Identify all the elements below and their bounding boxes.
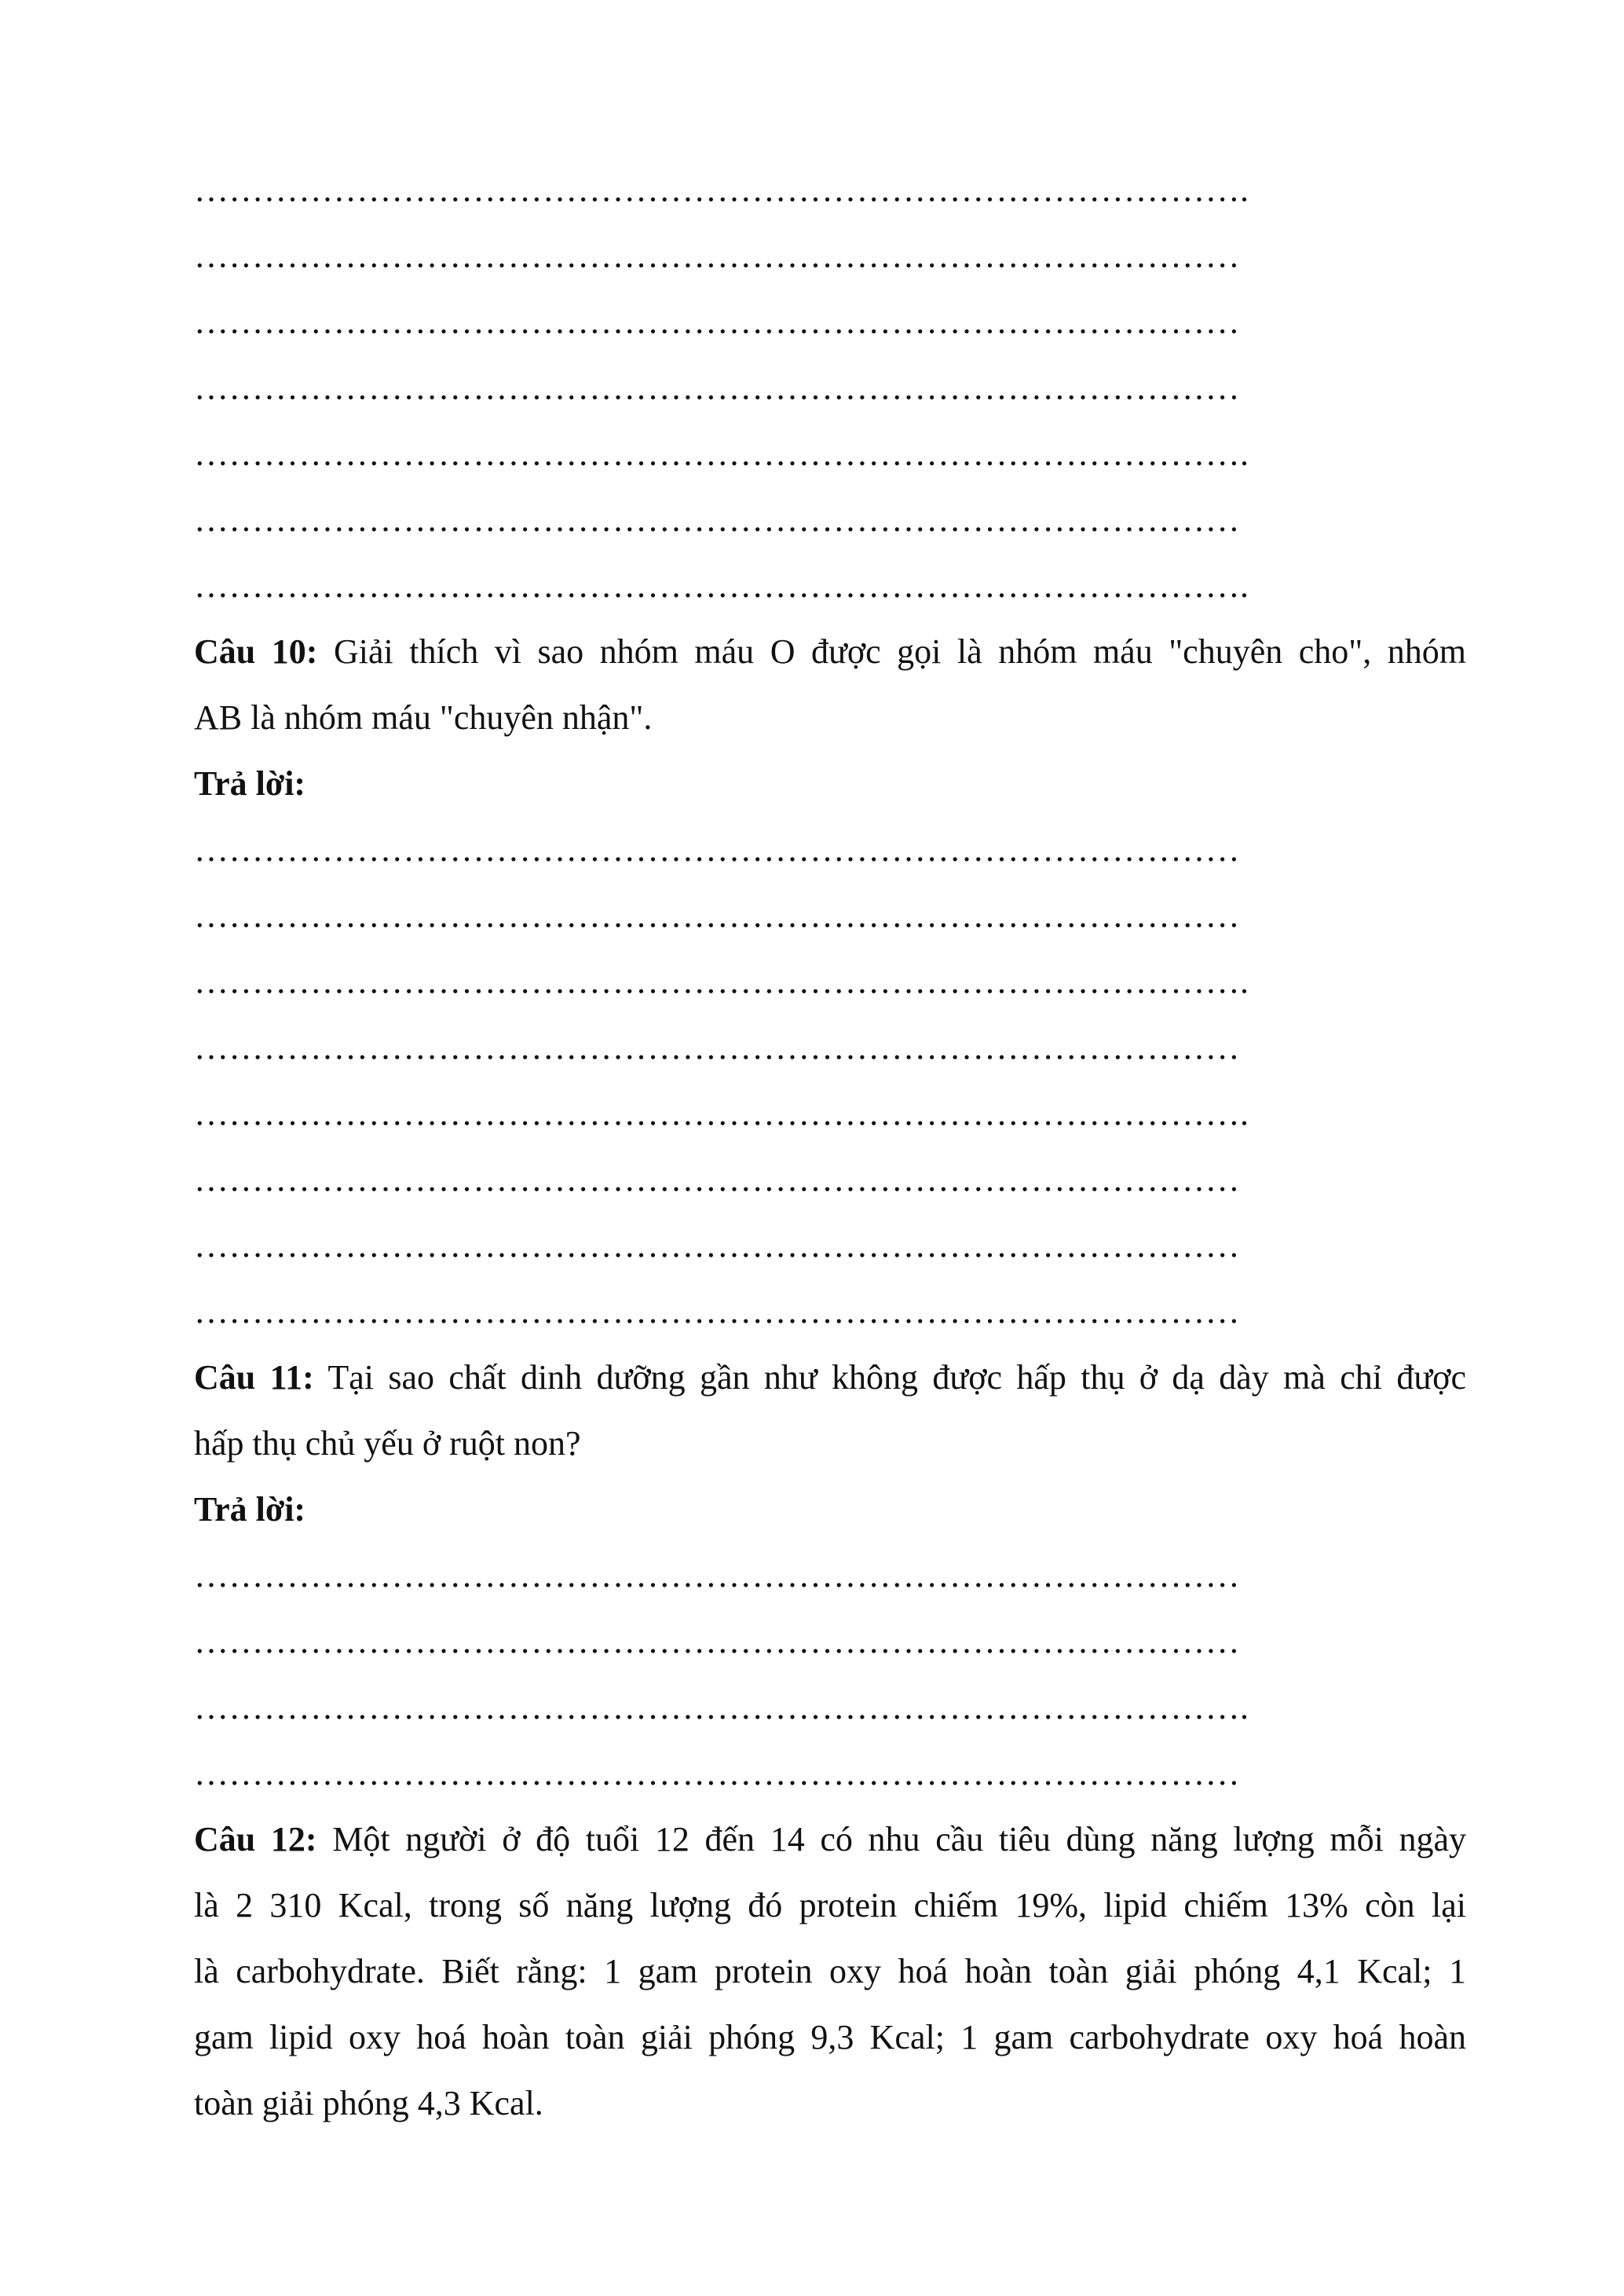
answer-line: ……………………………………………………………………………… [194, 1028, 1240, 1067]
answer-line: ……………………………………………………………………………… [194, 896, 1240, 935]
answer-line: ……………………………………………………………………………… [194, 1160, 1240, 1199]
question-text-line: Một người ở độ tuổi 12 đến 14 có nhu cầu tiêu dùng năng lượng mỗi ngày [316, 1820, 1466, 1858]
answer-line: ……………………………………………………………………………… [194, 1556, 1240, 1595]
answer-line: ……………………………………………………………………………… [194, 368, 1240, 407]
question-text [194, 1807, 1466, 1873]
question-text-line: Tại sao chất dinh dưỡng gần như không được hấp thụ ở dạ dày mà chỉ được [313, 1358, 1466, 1397]
answer-line: ……………………………………………………………………………… [194, 1292, 1240, 1331]
question-11 [194, 1345, 1466, 1807]
answer-line: ………………………………………………………………………………. [194, 1094, 1249, 1133]
answer-label: Trả lời: [194, 764, 306, 803]
question-label: Câu 10: [194, 632, 318, 671]
question-text [194, 1345, 1466, 1411]
question-label: Câu 11: [194, 1358, 314, 1397]
answer-line: ………………………………………………………………………………. [194, 566, 1249, 605]
answer-line: ………………………………………………………………………………. [194, 962, 1249, 1001]
question-text-line: là carbohydrate. Biết rằng: 1 gam protein oxy hoá hoàn toàn giải phóng 4,1 Kcal; 1 [194, 1952, 1466, 1990]
answer-line: ……………………………………………………………………………… [194, 236, 1240, 275]
answer-line: ……………………………………………………………………………… [194, 1754, 1240, 1792]
question-text-line: AB là nhóm máu "chuyên nhận". [194, 698, 653, 737]
answer-line: ……………………………………………………………………………… [194, 830, 1240, 869]
answer-label: Trả lời: [194, 1490, 306, 1529]
previous-answer-lines [194, 157, 1466, 619]
answer-line: ……………………………………………………………………………… [194, 500, 1240, 539]
answer-line: ………………………………………………………………………………. [194, 434, 1249, 473]
question-text-line: toàn giải phóng 4,3 Kcal. [194, 2084, 543, 2122]
document-page [194, 157, 1466, 2137]
answer-line: ……………………………………………………………………………… [194, 302, 1240, 341]
question-text-line: Giải thích vì sao nhóm máu O được gọi là nhóm máu "chuyên cho", nhóm [317, 632, 1466, 671]
question-text-line: gam lipid oxy hoá hoàn toàn giải phóng 9,3 Kcal; 1 gam carbohydrate oxy hoá hoàn [194, 2018, 1466, 2056]
question-text [194, 619, 1466, 685]
question-label: Câu 12: [194, 1820, 317, 1858]
answer-line: ………………………………………………………………………………. [194, 170, 1249, 209]
answer-line: ……………………………………………………………………………… [194, 1622, 1240, 1661]
answer-line: ……………………………………………………………………………… [194, 1226, 1240, 1265]
question-12 [194, 1807, 1466, 2137]
question-text-line: là 2 310 Kcal, trong số năng lượng đó protein chiếm 19%, lipid chiếm 13% còn lại [194, 1886, 1466, 1924]
answer-line: ………………………………………………………………………………. [194, 1688, 1249, 1727]
question-text-line: hấp thụ chủ yếu ở ruột non? [194, 1424, 581, 1463]
question-10 [194, 619, 1466, 1345]
